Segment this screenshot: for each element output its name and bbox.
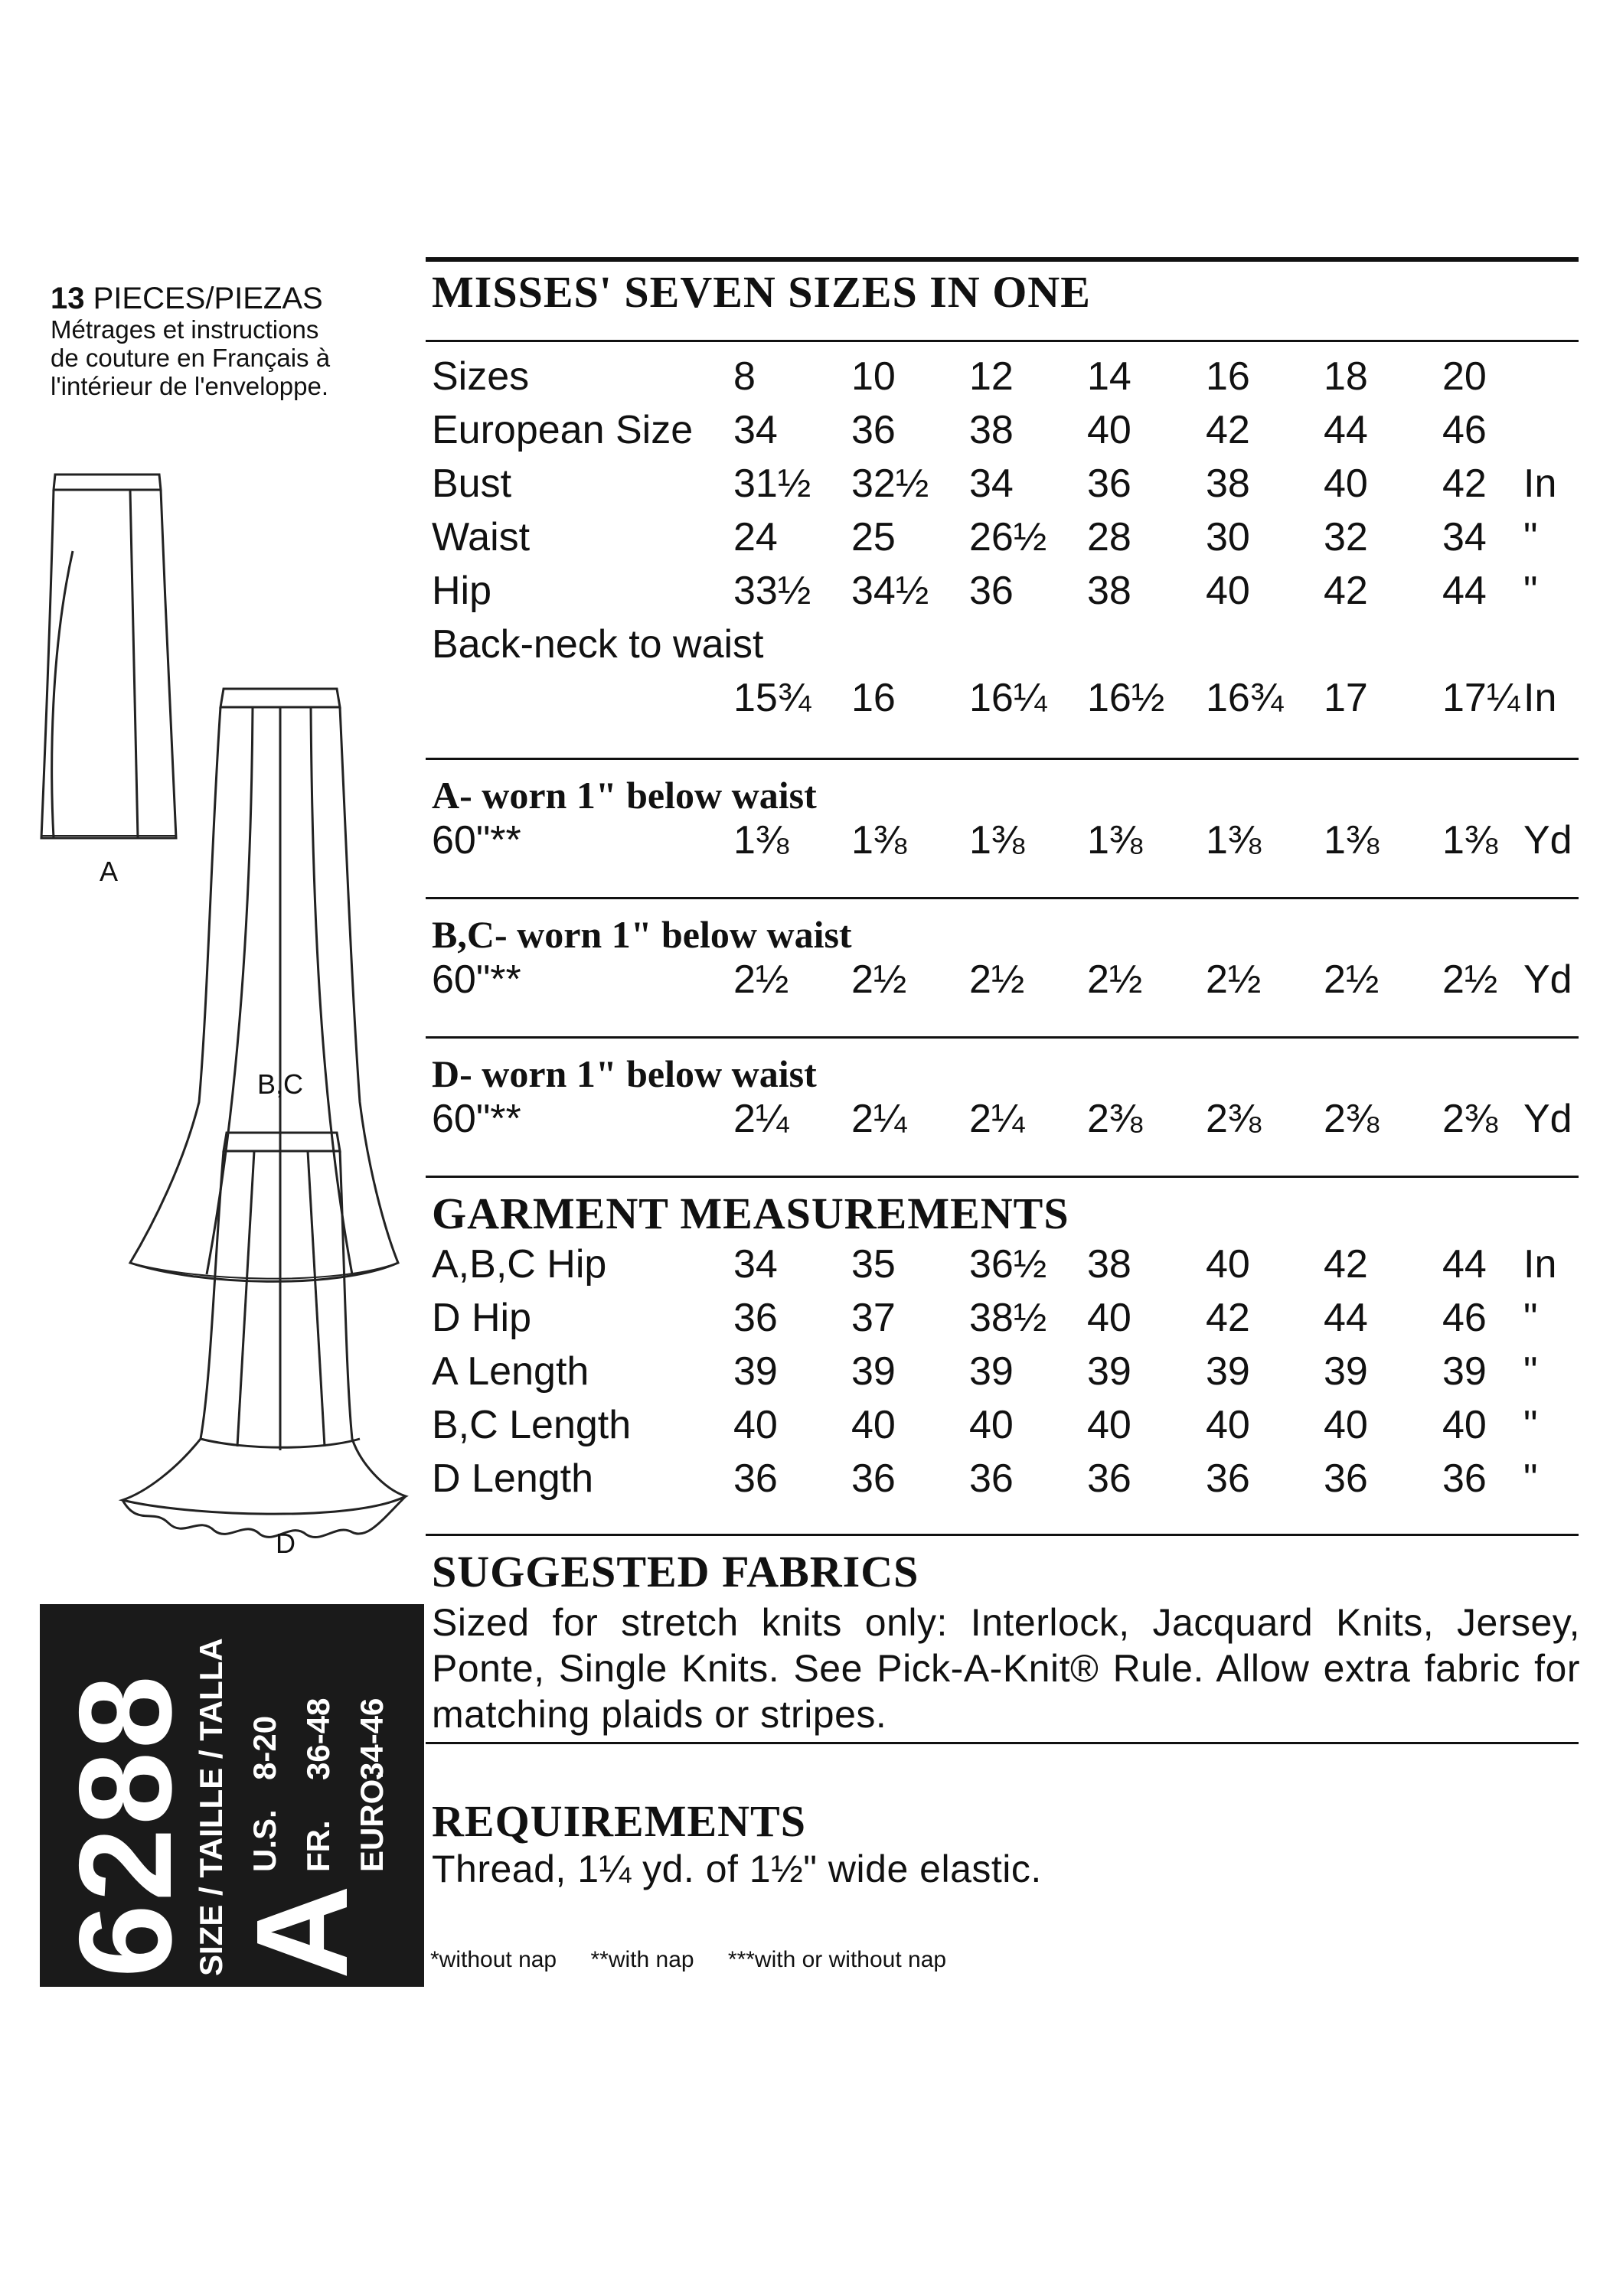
garment-cell: 40 <box>1087 1296 1131 1340</box>
body-cell: 25 <box>851 515 896 559</box>
body-cell: 15¾ <box>733 676 811 720</box>
body-cell: 44 <box>1442 569 1487 613</box>
body-label: Waist <box>432 515 531 559</box>
yardage-cell: 2⅜ <box>1442 1097 1498 1141</box>
pieces-count: 13 <box>51 282 85 315</box>
yardage-cell: 1⅜ <box>851 818 907 863</box>
garment-cell: 39 <box>1206 1349 1250 1394</box>
yardage-cell: 2¼ <box>851 1097 907 1141</box>
yardage-cell: 2¼ <box>969 1097 1025 1141</box>
yardage-unit: Yd <box>1523 957 1572 1002</box>
body-unit: In <box>1523 461 1557 506</box>
top-rule <box>426 257 1579 262</box>
yardage-cell: 2½ <box>851 957 907 1002</box>
garment-cell: 36 <box>969 1456 1014 1501</box>
garment-cell: 42 <box>1324 1242 1368 1287</box>
body-cell: 34 <box>969 461 1014 506</box>
garment-cell: 35 <box>851 1242 896 1287</box>
yardage-cell: 1⅜ <box>1442 818 1498 863</box>
pieces-french-line-1: Métrages et instructions <box>51 315 319 344</box>
size-letter: A <box>230 1885 375 1979</box>
body-cell: 20 <box>1442 354 1487 399</box>
body-cell: 34 <box>733 408 778 452</box>
footnote-with-nap: **with nap <box>590 1947 694 1972</box>
garment-cell: 39 <box>1324 1349 1368 1394</box>
body-cell: 32½ <box>851 461 929 506</box>
body-cell: 40 <box>1324 461 1368 506</box>
garment-cell: 38½ <box>969 1296 1047 1340</box>
skirt-d-drawing <box>122 1133 406 1538</box>
fabrics-text: Sized for stretch knits only: Interlock, Jacquard Knits, Jersey, Ponte, Single Knits. See Pick-A-Knit® Rule. Allow extra fabric for matching plaids or stripes. <box>432 1601 1580 1736</box>
yardage-cell: 2½ <box>1442 957 1498 1002</box>
body-cell: 34 <box>1442 515 1487 559</box>
yardage-cell: 2⅜ <box>1324 1097 1380 1141</box>
figure-label-a: A <box>100 856 119 887</box>
yardage-label: 60"** <box>432 957 521 1002</box>
garment-label: A Length <box>432 1349 589 1394</box>
garment-cell: 40 <box>1442 1403 1487 1447</box>
body-cell: 16 <box>851 676 896 720</box>
yardage-cell: 2½ <box>969 957 1025 1002</box>
yardage-cell: 2½ <box>733 957 789 1002</box>
body-cell: 16 <box>1206 354 1250 399</box>
body-cell: 28 <box>1087 515 1131 559</box>
rule-requirements <box>426 1742 1579 1744</box>
rule-d <box>426 1036 1579 1039</box>
yardage-cell: 2⅜ <box>1206 1097 1262 1141</box>
body-label: European Size <box>432 408 694 452</box>
garment-cell: 36 <box>851 1456 896 1501</box>
garment-cell: 36 <box>1442 1456 1487 1501</box>
requirements-heading: REQUIREMENTS <box>432 1796 806 1846</box>
garment-cell: 39 <box>1442 1349 1487 1394</box>
pieces-label: PIECES/PIEZAS <box>93 282 323 315</box>
garment-cell: 40 <box>733 1403 778 1447</box>
size-label: SIZE / TAILLE / TALLA <box>193 1638 229 1976</box>
yardage-cell: 2¼ <box>733 1097 789 1141</box>
pieces-french-line-3: l'intérieur de l'enveloppe. <box>51 372 328 400</box>
footnote-without-nap: *without nap <box>430 1947 557 1972</box>
garment-label: D Hip <box>432 1296 532 1340</box>
yardage-cell: 1⅜ <box>1087 818 1143 863</box>
garment-cell: 36 <box>733 1456 778 1501</box>
yardage-cell: 2½ <box>1324 957 1380 1002</box>
chart-title: MISSES' SEVEN SIZES IN ONE <box>432 267 1091 317</box>
body-unit: In <box>1523 676 1557 720</box>
garment-cell: 36 <box>1087 1456 1131 1501</box>
body-cell: 44 <box>1324 408 1368 452</box>
yardage-unit: Yd <box>1523 1097 1572 1141</box>
footnote-with-or-without-nap: ***with or without nap <box>727 1947 947 1972</box>
garment-cell: 36 <box>733 1296 778 1340</box>
fabrics-heading: SUGGESTED FABRICS <box>432 1547 919 1596</box>
view-a-heading: A- worn 1" below waist <box>432 774 817 817</box>
body-cell: 46 <box>1442 408 1487 452</box>
yardage-cell: 2⅜ <box>1087 1097 1143 1141</box>
size-line-fr: FR.36-48 <box>300 1698 336 1872</box>
pieces-info <box>51 282 330 400</box>
body-cell: 12 <box>969 354 1014 399</box>
body-cell: 34½ <box>851 569 929 613</box>
body-cell: 17¼ <box>1442 676 1520 720</box>
garment-cell: 42 <box>1206 1296 1250 1340</box>
pieces-french-line-2: de couture en Français à <box>51 344 331 372</box>
skirt-illustrations <box>31 459 436 1569</box>
garment-unit: " <box>1523 1349 1538 1394</box>
garment-label: B,C Length <box>432 1403 632 1447</box>
body-cell: 16¾ <box>1206 676 1284 720</box>
body-cell: 40 <box>1087 408 1131 452</box>
rule-a <box>426 758 1579 760</box>
body-cell: 42 <box>1442 461 1487 506</box>
garment-cell: 40 <box>851 1403 896 1447</box>
garment-cell: 39 <box>851 1349 896 1394</box>
body-cell: 32 <box>1324 515 1368 559</box>
body-label: Hip <box>432 569 492 613</box>
garment-cell: 40 <box>1324 1403 1368 1447</box>
garment-unit: " <box>1523 1403 1538 1447</box>
garment-cell: 39 <box>969 1349 1014 1394</box>
garment-cell: 38 <box>1087 1242 1131 1287</box>
body-cell: 8 <box>733 354 756 399</box>
body-cell: 36 <box>1087 461 1131 506</box>
body-cell: 38 <box>1087 569 1131 613</box>
pattern-number: 6288 <box>52 1672 199 1978</box>
body-cell: 36 <box>969 569 1014 613</box>
garment-cell: 40 <box>969 1403 1014 1447</box>
title-rule <box>426 340 1579 342</box>
garment-unit: " <box>1523 1456 1538 1501</box>
body-cell: 38 <box>969 408 1014 452</box>
yardage-label: 60"** <box>432 1097 521 1141</box>
garment-cell: 37 <box>851 1296 896 1340</box>
garment-label: A,B,C Hip <box>432 1242 607 1287</box>
body-cell: 26½ <box>969 515 1047 559</box>
body-cell: 38 <box>1206 461 1250 506</box>
garment-cell: 39 <box>1087 1349 1131 1394</box>
garment-unit: " <box>1523 1296 1538 1340</box>
skirt-a-drawing <box>41 475 176 838</box>
body-cell: 10 <box>851 354 896 399</box>
body-cell: 18 <box>1324 354 1368 399</box>
garment-cell: 36 <box>1324 1456 1368 1501</box>
body-label: Sizes <box>432 354 530 399</box>
garment-unit: In <box>1523 1242 1557 1287</box>
body-cell: 14 <box>1087 354 1131 399</box>
size-line-euro: EURO.34-46 <box>354 1698 390 1872</box>
yardage-unit: Yd <box>1523 818 1572 863</box>
body-cell: 31½ <box>733 461 811 506</box>
yardage-cell: 2½ <box>1087 957 1143 1002</box>
body-cell: 16¼ <box>969 676 1047 720</box>
body-unit: " <box>1523 515 1538 559</box>
rule-garment <box>426 1176 1579 1178</box>
pattern-number-block <box>40 1604 424 1987</box>
garment-cell: 44 <box>1324 1296 1368 1340</box>
body-cell: 16½ <box>1087 676 1165 720</box>
body-cell: 36 <box>851 408 896 452</box>
garment-cell: 40 <box>1206 1403 1250 1447</box>
body-label: Bust <box>432 461 512 506</box>
body-cell: 24 <box>733 515 778 559</box>
garment-cell: 44 <box>1442 1242 1487 1287</box>
view-d-heading: D- worn 1" below waist <box>432 1052 817 1095</box>
footnotes <box>430 1947 974 1973</box>
body-label: Back-neck to waist <box>432 622 764 667</box>
size-line-us: U.S.8-20 <box>247 1715 282 1872</box>
garment-cell: 36 <box>1206 1456 1250 1501</box>
body-cell: 42 <box>1324 569 1368 613</box>
garment-label: D Length <box>432 1456 594 1501</box>
garment-cell: 36½ <box>969 1242 1047 1287</box>
body-unit: " <box>1523 569 1538 613</box>
yardage-cell: 2½ <box>1206 957 1262 1002</box>
garment-heading: GARMENT MEASUREMENTS <box>432 1189 1069 1238</box>
garment-cell: 39 <box>733 1349 778 1394</box>
requirements-text: Thread, 1¼ yd. of 1½" wide elastic. <box>432 1848 1042 1890</box>
yardage-cell: 1⅜ <box>733 818 789 863</box>
garment-cell: 40 <box>1206 1242 1250 1287</box>
skirt-bc-drawing <box>130 689 398 1282</box>
view-bc-heading: B,C- worn 1" below waist <box>432 913 852 956</box>
body-cell: 30 <box>1206 515 1250 559</box>
figure-label-d: D <box>276 1528 296 1559</box>
yardage-label: 60"** <box>432 818 521 863</box>
yardage-cell: 1⅜ <box>969 818 1025 863</box>
garment-cell: 34 <box>733 1242 778 1287</box>
body-cell: 42 <box>1206 408 1250 452</box>
yardage-cell: 1⅜ <box>1324 818 1380 863</box>
figure-label-bc: B,C <box>257 1068 304 1100</box>
rule-bc <box>426 897 1579 899</box>
garment-cell: 40 <box>1087 1403 1131 1447</box>
yardage-cell: 1⅜ <box>1206 818 1262 863</box>
body-cell: 33½ <box>733 569 811 613</box>
garment-cell: 46 <box>1442 1296 1487 1340</box>
rule-fabrics <box>426 1534 1579 1536</box>
body-cell: 40 <box>1206 569 1250 613</box>
body-cell: 17 <box>1324 676 1368 720</box>
